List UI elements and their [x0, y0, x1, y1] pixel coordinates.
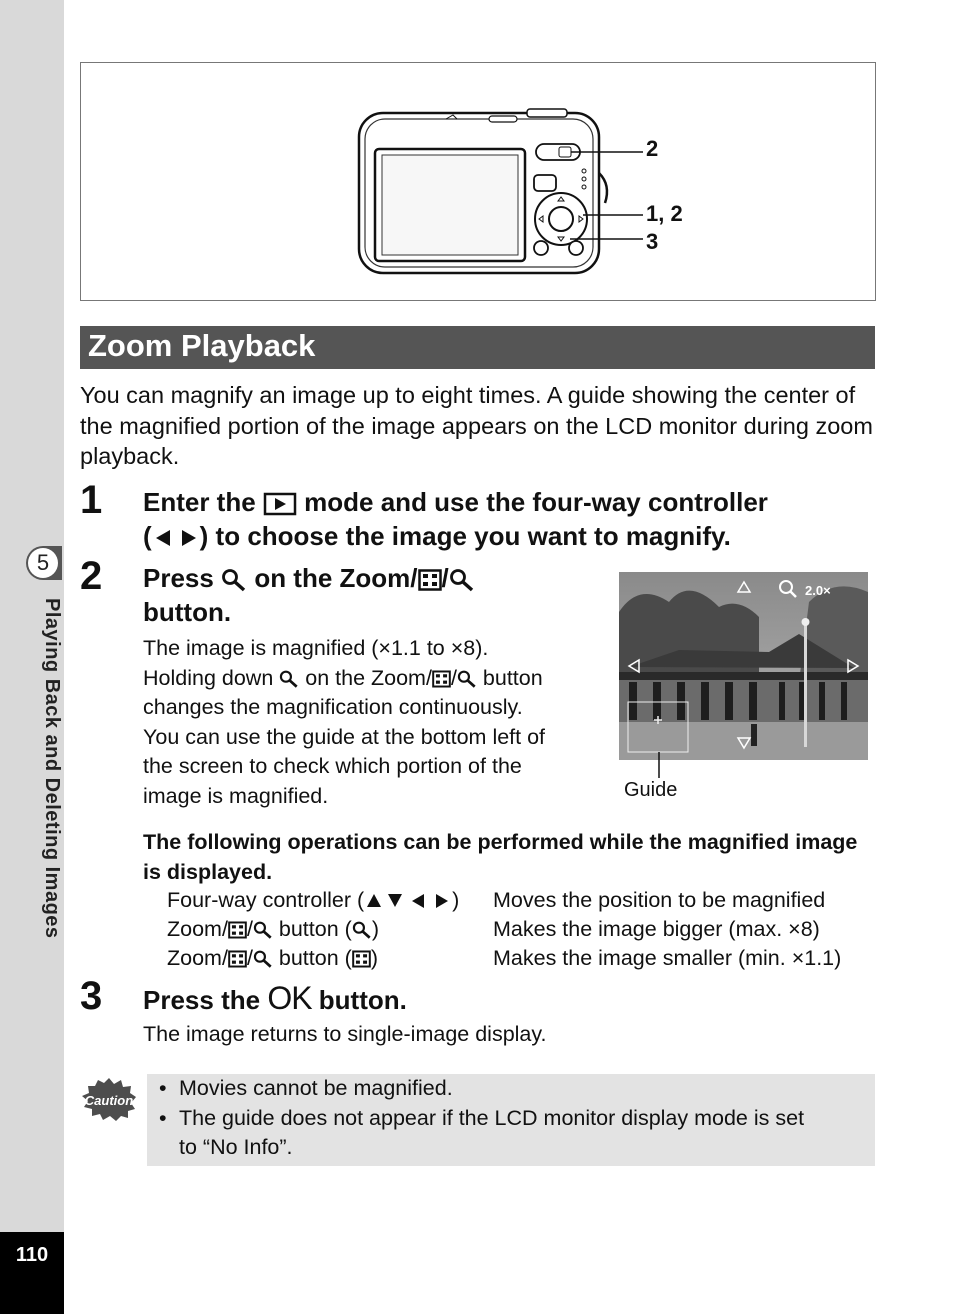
chapter-title: Playing Back and Deleting Images: [41, 598, 63, 939]
step-3-number: 3: [80, 974, 103, 1018]
magnified-photo: [619, 572, 868, 760]
section-header: [80, 326, 875, 369]
thumbnail-grid-icon: [352, 950, 371, 968]
zoom-in-icon: [352, 920, 372, 940]
step-2-body-line: You can use the guide at the bottom left of: [143, 724, 546, 749]
section-title: Zoom Playback: [88, 328, 316, 363]
caution-item: The guide does not appear if the LCD monitor display mode is set: [179, 1106, 805, 1130]
step-1-text-a: Enter the: [143, 487, 256, 517]
step-2-text-d: button.: [143, 597, 232, 627]
thumbnail-grid-icon: [418, 569, 442, 591]
camera-back-illustration: [81, 63, 875, 300]
operation-control-text: Zoom/: [167, 946, 228, 970]
zoom-level-readout: 2.0×: [805, 583, 831, 598]
step-1-heading: [143, 485, 768, 553]
step-2-body-text: /: [450, 665, 457, 690]
step-2-body-text: button: [482, 665, 543, 690]
page-number-block: [0, 1232, 64, 1314]
operations-title: The following operations can be performed while the magnified image is displayed.: [143, 830, 858, 884]
operation-control-text: Four-way controller (: [167, 888, 365, 912]
callout-ok-button: 3: [646, 229, 659, 254]
zoom-in-icon: [449, 568, 475, 592]
operation-control-text: ): [370, 946, 378, 970]
operation-control-text: /: [246, 917, 253, 941]
step-2-body-text: on the Zoom/: [305, 665, 432, 690]
guide-pointer-line: [657, 752, 661, 778]
operation-control-text: button (: [272, 917, 352, 941]
step-2-body-line: the screen to check which portion of the: [143, 754, 522, 778]
operation-control-text: /: [246, 946, 253, 970]
chapter-number: 5: [28, 548, 58, 578]
operation-row: [167, 944, 378, 973]
zoom-in-icon: [253, 949, 273, 969]
step-2-number: 2: [80, 554, 103, 598]
step-2-body: [143, 634, 545, 811]
caution-icon: [81, 1077, 137, 1126]
chapter-tab: [26, 546, 62, 580]
step-3-text-a: Press the: [143, 985, 261, 1015]
guide-label: Guide: [624, 779, 678, 801]
step-3-body: The image returns to single-image display.: [143, 1022, 547, 1046]
intro-paragraph: You can magnify an image up to eight times. A guide showing the center of the magnified portion of the image appears on the LCD monitor during zoom playback.: [80, 382, 873, 469]
step-2-body-line: The image is magnified (×1.1 to ×8).: [143, 636, 489, 660]
four-way-arrows-icon: [364, 891, 452, 911]
thumbnail-grid-icon: [432, 670, 451, 688]
page-number: 110: [15, 1244, 49, 1266]
step-1-number: 1: [80, 478, 103, 522]
step-3-heading: [143, 981, 407, 1017]
operation-control-text: ): [371, 917, 379, 941]
step-1-text-b: mode and use the four-way controller: [304, 487, 768, 517]
caution-icon-text: Caution: [84, 1093, 134, 1108]
caution-bullet: •: [159, 1106, 167, 1130]
zoom-playback-screen: [619, 572, 868, 760]
operation-description: Makes the image smaller (min. ×1.1): [493, 946, 842, 970]
step-1-text-c: (: [143, 521, 152, 551]
caution-item: to “No Info”.: [179, 1135, 293, 1159]
zoom-in-icon: [457, 669, 477, 689]
ok-icon: OK: [267, 980, 312, 1016]
operation-control-text: ): [452, 888, 460, 912]
zoom-in-icon: [279, 669, 299, 689]
step-2-heading: [143, 561, 475, 629]
thumbnail-grid-icon: [228, 921, 247, 939]
step-3-text-b: button.: [318, 985, 407, 1015]
caution-bullet: •: [159, 1076, 167, 1100]
callout-four-way-controller: 1, 2: [646, 201, 683, 226]
left-right-arrows-icon: [152, 527, 200, 549]
step-2-body-line: image is magnified.: [143, 783, 329, 808]
step-2-text-c: /: [441, 563, 449, 593]
step-2-body-text: Holding down: [143, 665, 274, 690]
thumbnail-grid-icon: [228, 950, 247, 968]
operation-row: [167, 915, 379, 944]
callout-zoom-button: 2: [646, 136, 659, 161]
operation-description: Makes the image bigger (max. ×8): [493, 917, 820, 941]
zoom-in-icon: [221, 568, 247, 592]
camera-figure: [80, 62, 876, 301]
step-2-text-a: Press: [143, 563, 214, 593]
step-1-text-d: ) to choose the image you want to magnify.: [199, 521, 731, 551]
operation-description: Moves the position to be magnified: [493, 888, 826, 912]
caution-item: Movies cannot be magnified.: [179, 1076, 453, 1100]
operation-control-text: Zoom/: [167, 917, 228, 941]
step-2-text-b: on the Zoom/: [254, 563, 418, 593]
operation-row: [167, 886, 459, 915]
playback-icon: [263, 492, 297, 516]
step-2-body-line: changes the magnification continuously.: [143, 695, 523, 719]
zoom-in-icon: [253, 920, 273, 940]
operation-control-text: button (: [272, 946, 352, 970]
